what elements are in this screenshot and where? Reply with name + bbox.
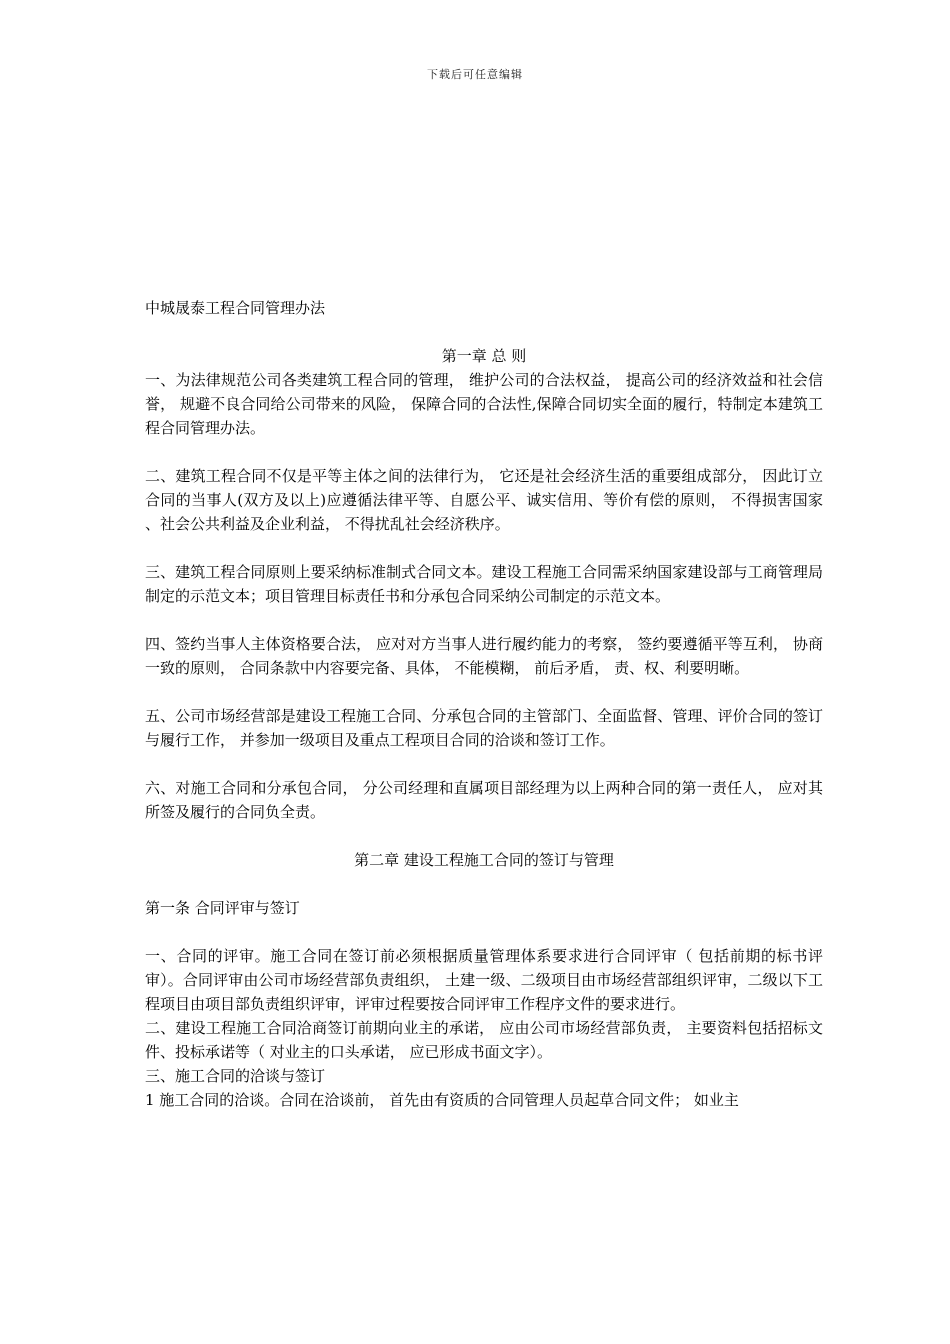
chapter-1-paragraph-3: 三、建筑工程合同原则上要采纳标准制式合同文本。建设工程施工合同需采纳国家建设部与工商管理局制定的示范文本；项目管理目标责任书和分承包合同采纳公司制定的示范文本。 [145, 563, 823, 605]
chapter-2-paragraph-3: 三、施工合同的洽谈与签订 [145, 1067, 326, 1085]
document-body [145, 296, 823, 1112]
document-title: 中城晟泰工程合同管理办法 [145, 299, 326, 317]
chapter-2-paragraph-4: 1 施工合同的洽谈。合同在洽谈前， 首先由有资质的合同管理人员起草合同文件； 如业主 [145, 1091, 739, 1109]
chapter-1-paragraph-6: 六、对施工合同和分承包合同， 分公司经理和直属项目部经理为以上两种合同的第一责任人， 应对其所签及履行的合同负全责。 [145, 779, 823, 821]
article-1-title: 第一条 合同评审与签订 [145, 899, 300, 917]
chapter-1-paragraph-4: 四、签约当事人主体资格要合法， 应对对方当事人进行履约能力的考察， 签约要遵循平等互利， 协商一致的原则， 合同条款中内容要完备、具体， 不能模糊， 前后矛盾， 责、权、利要明晰。 [145, 635, 823, 677]
chapter-1-paragraph-2: 二、建筑工程合同不仅是平等主体之间的法律行为， 它还是社会经济生活的重要组成部分， 因此订立合同的当事人(双方及以上)应遵循法律平等、自愿公平、诚实信用、等价有偿的原则， 不得损害国家 、社会公共利益及企业利益， 不得扰乱社会经济秩序。 [145, 467, 823, 533]
chapter-1-title: 第一章 总 则 [441, 347, 527, 365]
chapter-1-paragraph-1: 一、为法律规范公司各类建筑工程合同的管理， 维护公司的合法权益， 提高公司的经济效益和社会信誉， 规避不良合同给公司带来的风险， 保障合同的合法性,保障合同切实全面的履行，特制定本建筑工程合同管理办法。 [145, 371, 823, 437]
chapter-2-title: 第二章 建设工程施工合同的签订与管理 [354, 851, 614, 869]
chapter-1-paragraph-5: 五、公司市场经营部是建设工程施工合同、分承包合同的主管部门、全面监督、管理、评价合同的签订与履行工作， 并参加一级项目及重点工程项目合同的洽谈和签订工作。 [145, 707, 823, 749]
chapter-2-paragraph-2: 二、建设工程施工合同洽商签订前期向业主的承诺， 应由公司市场经营部负责， 主要资料包括招标文件、投标承诺等（ 对业主的口头承诺， 应已形成书面文字）。 [145, 1019, 823, 1061]
header-note: 下载后可任意编辑 [427, 68, 523, 81]
chapter-2-paragraph-1: 一、合同的评审。施工合同在签订前必须根据质量管理体系要求进行合同评审（ 包括前期的标书评审）。合同评审由公司市场经营部负责组织， 土建一级、二级项目由市场经营部组织评审，二级以下工程项目由项目部负责组织评审，评审过程要按合同评审工作程序文件的要求进行。 [145, 947, 823, 1013]
